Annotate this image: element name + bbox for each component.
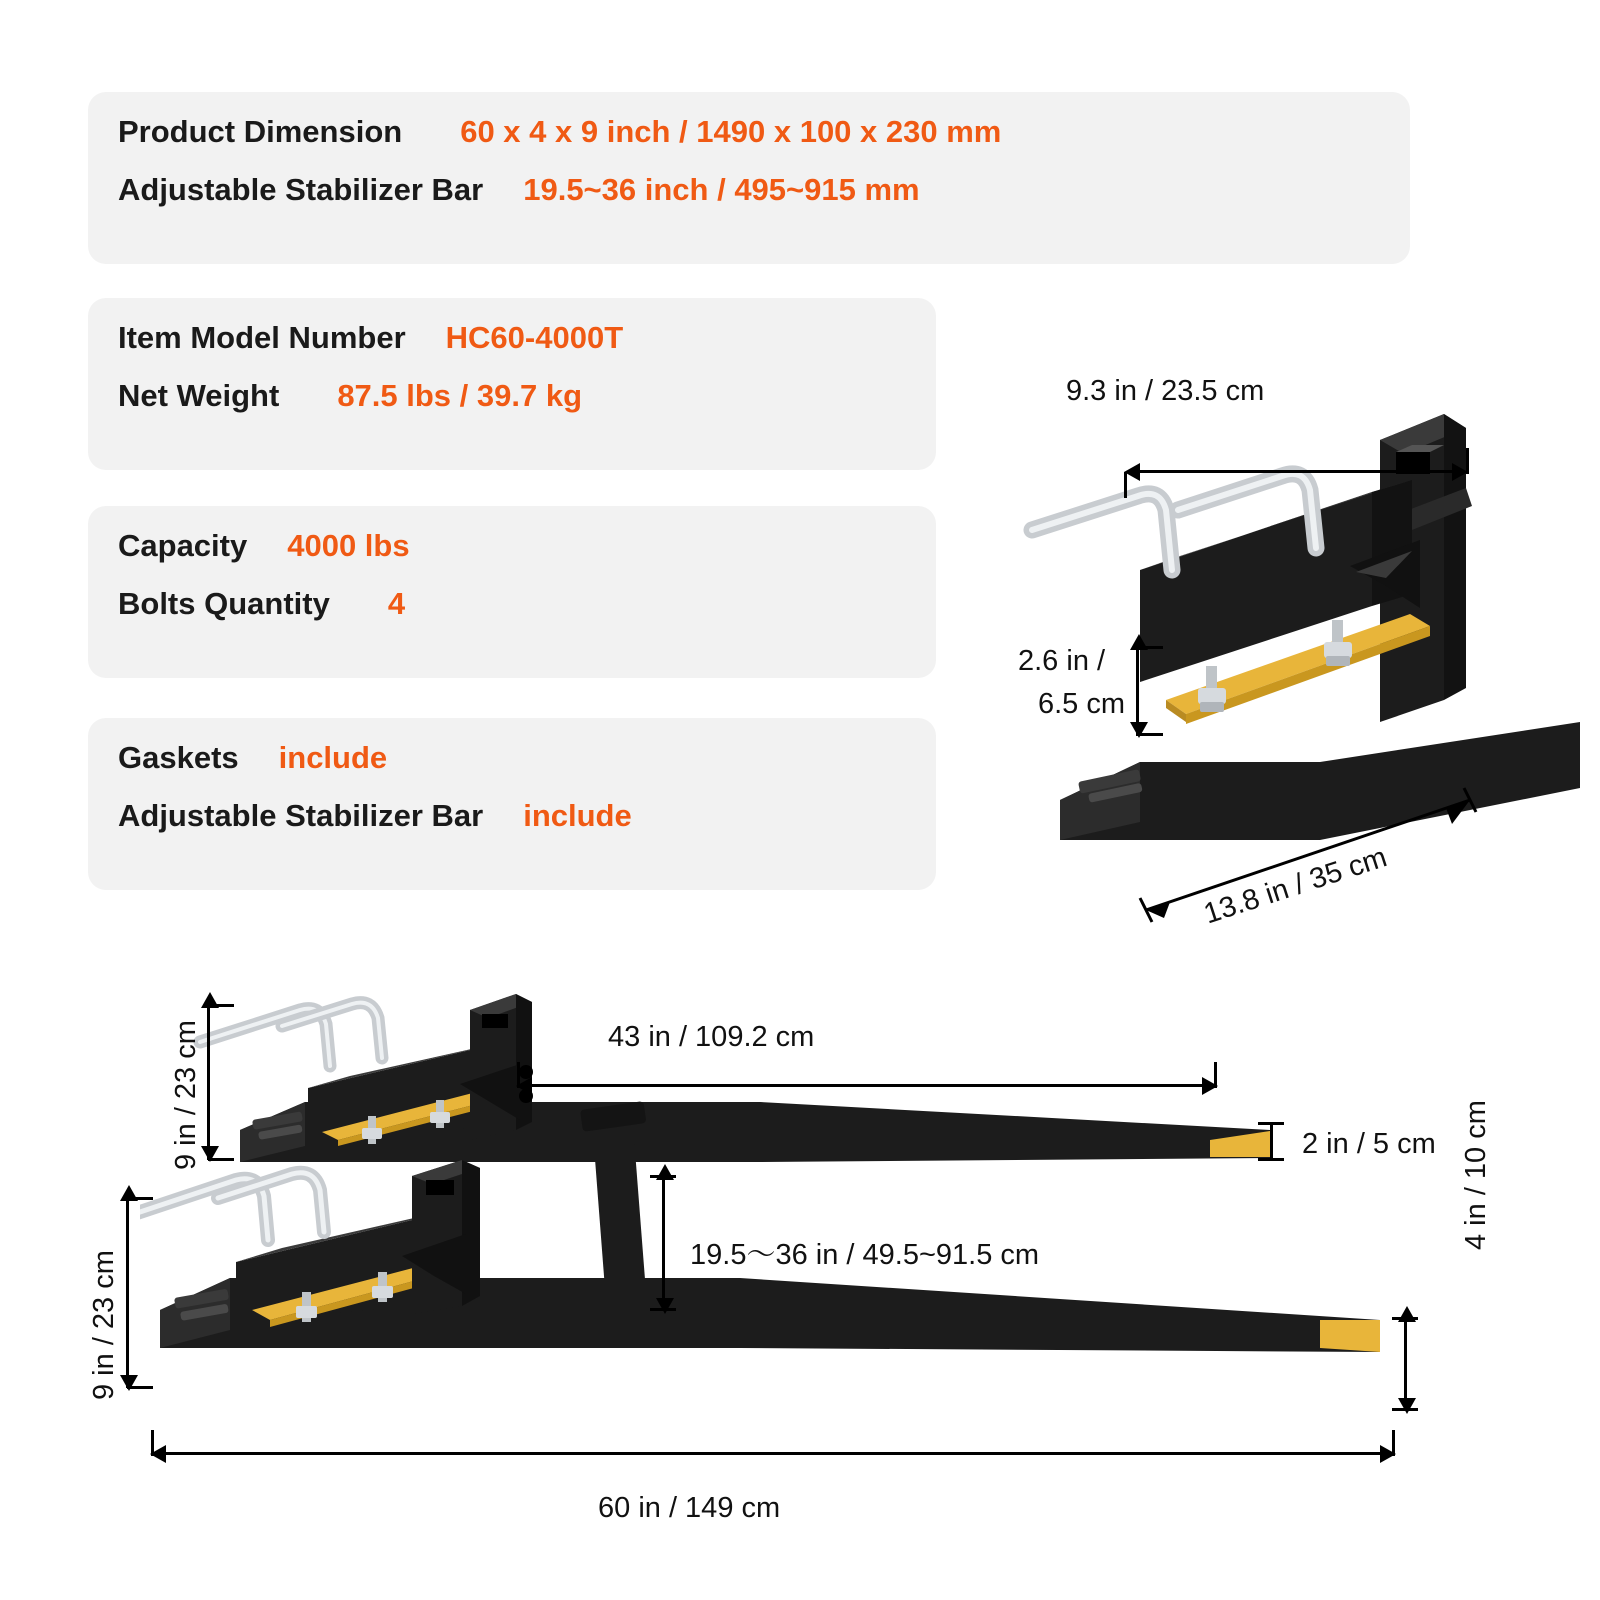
fork-length-cap-left [517, 1062, 520, 1088]
bottom-height-cap-top [127, 1197, 153, 1200]
fork-length-cap-right [1214, 1062, 1217, 1088]
total-length-line [166, 1452, 1380, 1455]
fork-width-cap-top [1392, 1317, 1418, 1320]
detail-height-cap-bottom [1137, 733, 1163, 736]
spec-value: include [278, 740, 388, 775]
accessories-card [88, 718, 936, 890]
top-height-line [207, 1005, 210, 1160]
stabilizer-cap-bottom [650, 1308, 676, 1311]
spec-value: HC60-4000T [445, 320, 624, 355]
table-row [118, 586, 906, 622]
thickness-cap-bottom [1258, 1158, 1284, 1161]
table-row [118, 114, 1380, 150]
model-card [88, 298, 936, 470]
detail-height-cap-top [1137, 646, 1163, 649]
detail-depth-dimension [1130, 770, 1530, 930]
capacity-card [88, 506, 936, 678]
fork-length-line [530, 1084, 1202, 1087]
fork-width-label: 4 in / 10 cm [1460, 1100, 1492, 1250]
spec-label: Gaskets [118, 740, 239, 775]
table-row [118, 798, 906, 834]
spec-label: Product Dimension [118, 114, 403, 149]
dimension-card [88, 92, 1410, 264]
spec-label: Item Model Number [118, 320, 406, 355]
fork-length-label: 43 in / 109.2 cm [608, 1021, 815, 1053]
spec-label: Net Weight [118, 378, 280, 413]
detail-depth-label: 13.8 in / 35 cm [1200, 841, 1391, 931]
bottom-height-label: 9 in / 23 cm [88, 1250, 120, 1400]
thickness-line [1270, 1124, 1273, 1158]
top-height-cap-bottom [208, 1158, 234, 1161]
spec-label: Adjustable Stabilizer Bar [118, 172, 484, 207]
fork-upper [200, 994, 1270, 1162]
total-length-label: 60 in / 149 cm [598, 1492, 781, 1524]
spec-value: 60 x 4 x 9 inch / 1490 x 100 x 230 mm [460, 114, 1002, 149]
fork-width-line [1404, 1318, 1407, 1410]
total-length-cap-right [1392, 1430, 1395, 1456]
table-row [118, 740, 906, 776]
table-row [118, 172, 1380, 208]
spec-value: 4000 lbs [287, 528, 410, 563]
thickness-label: 2 in / 5 cm [1302, 1128, 1436, 1160]
spec-label: Bolts Quantity [118, 586, 330, 621]
spec-label: Adjustable Stabilizer Bar [118, 798, 484, 833]
stabilizer-cap-top [650, 1175, 676, 1178]
detail-height-label-1: 2.6 in / [1018, 645, 1106, 677]
stabilizer-arrow-down [656, 1298, 674, 1314]
spec-label: Capacity [118, 528, 248, 563]
table-row [118, 378, 906, 414]
stabilizer-label: 19.5～36 in / 49.5~91.5 cm [690, 1239, 1040, 1271]
detail-width-label: 9.3 in / 23.5 cm [1066, 375, 1265, 407]
spec-value: 87.5 lbs / 39.7 kg [337, 378, 583, 413]
bottom-height-line [126, 1198, 129, 1388]
stabilizer-line [662, 1176, 665, 1310]
fork-width-arrow-down [1398, 1398, 1416, 1414]
spec-value: 4 [387, 586, 406, 621]
spec-value: 19.5~36 inch / 495~915 mm [523, 172, 920, 207]
detail-width-cap-left [1124, 472, 1127, 498]
bottom-height-cap-bottom [127, 1386, 153, 1389]
fork-width-cap-bottom [1392, 1408, 1418, 1411]
spec-value: include [523, 798, 632, 833]
top-height-cap-top [208, 1004, 234, 1007]
detail-width-cap-right [1466, 448, 1469, 474]
top-height-label: 9 in / 23 cm [170, 1020, 202, 1170]
total-length-cap-left [151, 1430, 154, 1456]
detail-width-line [1140, 470, 1452, 473]
table-row [118, 528, 906, 564]
detail-height-label-2: 6.5 cm [1038, 688, 1126, 720]
table-row [118, 320, 906, 356]
